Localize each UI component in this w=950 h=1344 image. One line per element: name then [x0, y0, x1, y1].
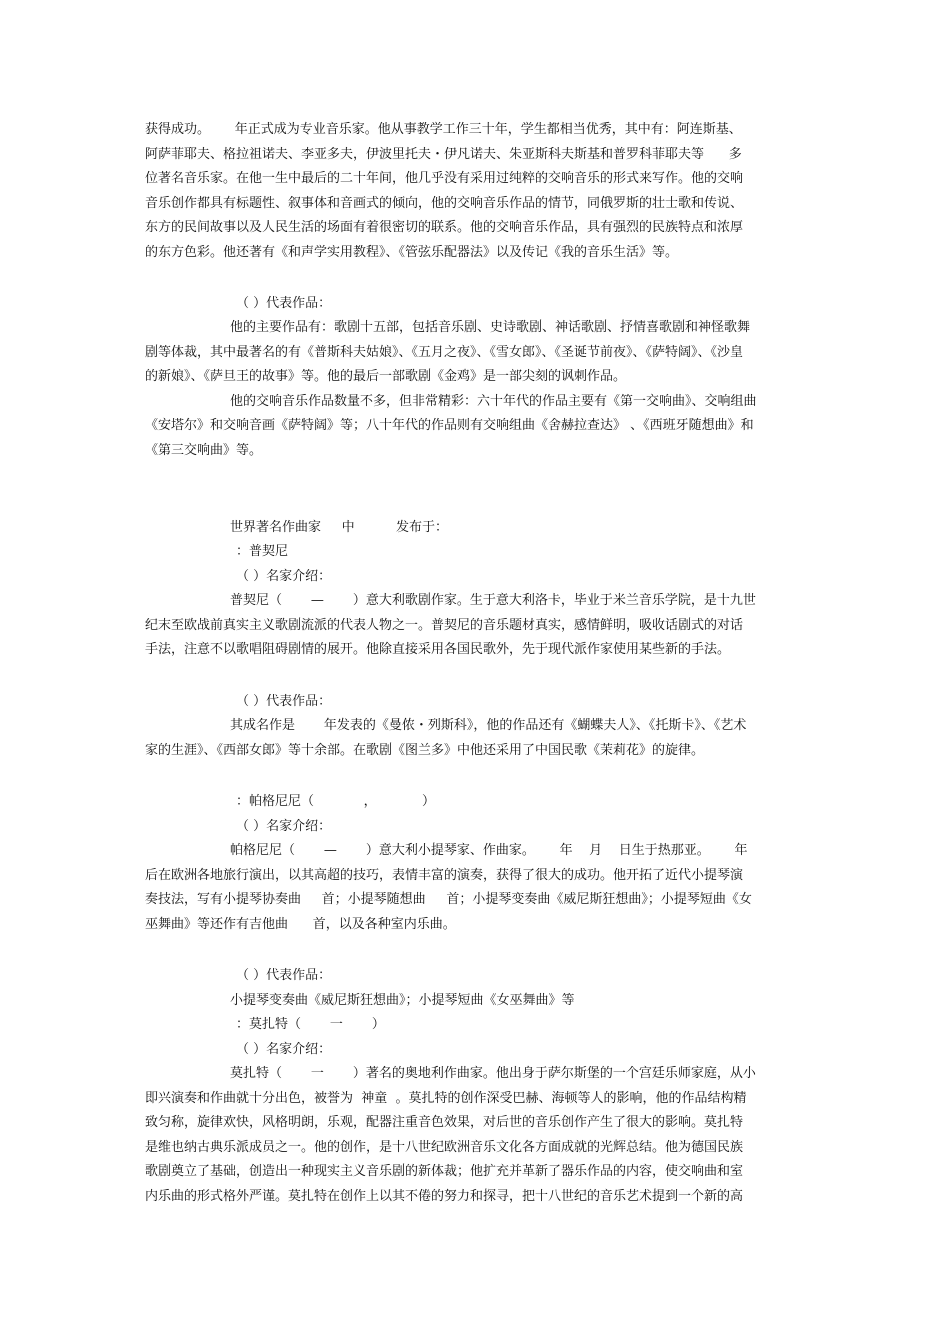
text-line: 《第三交响曲》等。: [145, 443, 263, 458]
text-line: 《安塔尔》和交响音画《萨特阔》等；八十年代的作品则有交响组曲《舍赫拉查达》 、《西班牙随想曲》和: [145, 418, 754, 433]
text-line: 纪末至欧战前真实主义歌剧流派的代表人物之一。普契尼的音乐题材真实，感情鲜明，吸收话剧式的对话: [145, 618, 744, 633]
text-line: 其成名作是 年发表的《曼侬・列斯科》，他的作品还有《蝴蝶夫人》、《托斯卡》、《艺术: [230, 718, 747, 733]
section-heading: （ ）名家介绍：: [236, 569, 332, 584]
text-line: 小提琴变奏曲《威尼斯狂想曲》；小提琴短曲《女巫舞曲》等: [230, 993, 575, 1008]
text-line: 莫扎特（ 一 ）著名的奥地利作曲家。他出身于萨尔斯堡的一个宫廷乐师家庭，从小: [230, 1066, 756, 1081]
text-line: 奏技法，写有小提琴协奏曲 首；小提琴随想曲 首；小提琴变奏曲《威尼斯狂想曲》；小提琴短曲《女: [145, 892, 752, 907]
text-line: 剧等体裁，其中最著名的有《普斯科夫姑娘》、《五月之夜》、《雪女郎》、《圣诞节前夜》、《萨特阔》、《沙皇: [145, 345, 744, 360]
text-line: 致匀称，旋律欢快，风格明朗，乐观，配器注重音色效果，对后世的音乐创作产生了很大的影响。莫扎特: [145, 1115, 744, 1130]
text-line: 的东方色彩。他还著有《和声学实用教程》、《管弦乐配器法》以及传记《我的音乐生活》等。: [145, 245, 679, 260]
composer-name: ：帕格尼尼（ ， ）: [236, 794, 436, 809]
text-line: 东方的民间故事以及人民生活的场面有着很密切的联系。他的交响音乐作品，具有强烈的民族特点和浓厚: [145, 220, 744, 235]
composer-name: ：莫扎特（ 一 ）: [236, 1017, 385, 1032]
text-line: 获得成功。 年正式成为专业音乐家。他从事教学工作三十年，学生都相当优秀，其中有：阿连斯基、: [145, 122, 742, 137]
text-line: 内乐曲的形式格外严谨。莫扎特在创作上以其不倦的努力和探寻，把十八世纪的音乐艺术提到一个新的高: [145, 1189, 744, 1204]
text-line: 他的交响音乐作品数量不多，但非常精彩：六十年代的作品主要有《第一交响曲》、交响组曲: [230, 394, 757, 409]
text-line: 歌剧奠立了基础，创造出一种现实主义音乐剧的新体裁；他扩充并革新了器乐作品的内容，使交响曲和室: [145, 1164, 744, 1179]
article-header: 世界著名作曲家 中 发布于：: [230, 520, 448, 535]
text-line: 音乐创作都具有标题性、叙事体和音画式的倾向，他的交响音乐作品的情节，同俄罗斯的壮士歌和传说、: [145, 196, 744, 211]
text-line: 普契尼（ — ）意大利歌剧作家。生于意大利洛卡，毕业于米兰音乐学院，是十九世: [230, 593, 756, 608]
text-line: 他的主要作品有：歌剧十五部，包括音乐剧、史诗歌剧、神话歌剧、抒情喜歌剧和神怪歌舞: [230, 320, 751, 335]
section-heading: （ ）代表作品：: [236, 296, 332, 311]
text-line: 的新娘》、《萨旦王的故事》等。他的最后一部歌剧《金鸡》是一部尖刻的讽刺作品。: [145, 369, 627, 384]
text-line: 家的生涯》、《西部女郎》等十余部。在歌剧《图兰多》中他还采用了中国民歌《茉莉花》的旋律。: [145, 743, 705, 758]
section-heading: （ ）代表作品：: [236, 694, 332, 709]
section-heading: （ ）名家介绍：: [236, 1042, 332, 1057]
text-line: 是维也纳古典乐派成员之一。他的创作，是十八世纪欧洲音乐文化各方面成就的光辉总结。他为德国民族: [145, 1140, 744, 1155]
text-line: 帕格尼尼（ — ）意大利小提琴家、作曲家。 年 月 日生于热那亚。 年: [230, 843, 748, 858]
text-line: 巫舞曲》等还作有吉他曲 首，以及各种室内乐曲。: [145, 917, 456, 932]
text-line: 即兴演奏和作曲就十分出色，被誉为 神童 。莫扎特的创作深受巴赫、海顿等人的影响，他的作品结构精: [145, 1091, 747, 1106]
text-line: 阿萨菲耶夫、格拉祖诺夫、李亚多夫，伊波里托夫・伊凡诺夫、朱亚斯科夫斯基和普罗科菲耶夫等 多: [145, 147, 742, 162]
section-heading: （ ）代表作品：: [236, 968, 332, 983]
text-line: 手法，注意不以歌唱阻碍剧情的展开。他除直接采用各国民歌外，先于现代派作家使用某些新的手法。: [145, 642, 731, 657]
text-line: 后在欧洲各地旅行演出，以其高超的技巧，表情丰富的演奏，获得了很大的成功。他开拓了近代小提琴演: [145, 868, 744, 883]
composer-name: ：普契尼: [236, 544, 289, 559]
section-heading: （ ）名家介绍：: [236, 819, 332, 834]
text-line: 位著名音乐家。在他一生中最后的二十年间，他几乎没有采用过纯粹的交响音乐的形式来写作。他的交响: [145, 171, 744, 186]
